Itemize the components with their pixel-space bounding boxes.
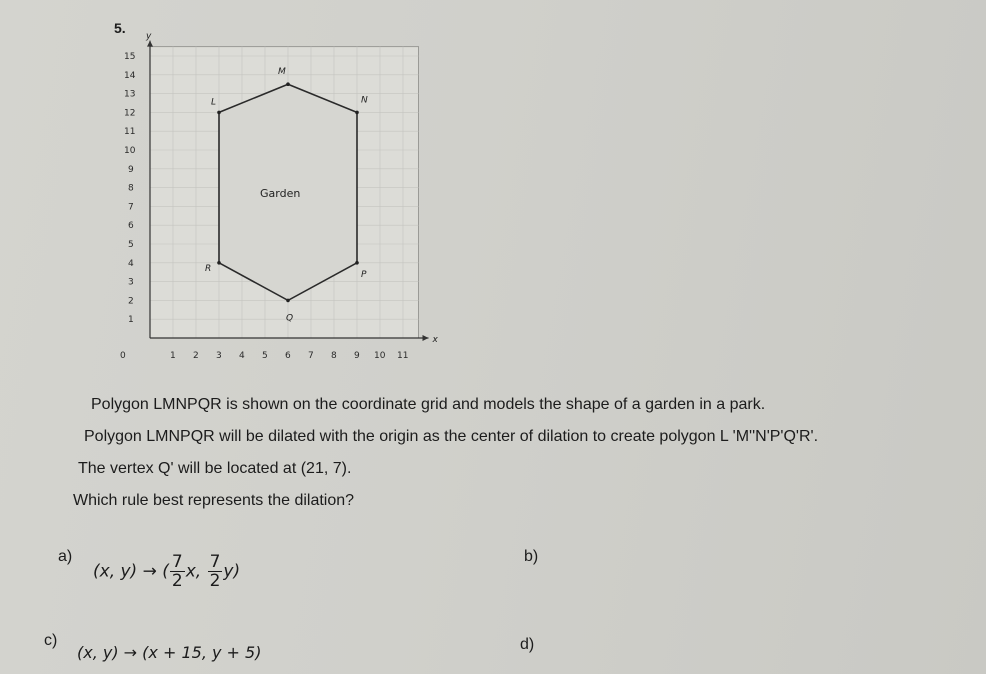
- x-tick-label: 7: [308, 351, 314, 361]
- question-number: 5.: [114, 20, 126, 36]
- y-tick-label: 9: [128, 164, 134, 175]
- y-tick-label: 14: [124, 70, 136, 81]
- vertex-point: [217, 111, 221, 115]
- choice-a-fraction-2: $\frac{7}{2}$: [209, 552, 221, 591]
- problem-line-4: Which rule best represents the dilation?: [73, 492, 355, 509]
- y-tick-label: 4: [128, 258, 134, 269]
- choice-b-label[interactable]: b): [524, 548, 539, 565]
- vertex-label: Q: [286, 313, 294, 324]
- x-tick-label: 6: [285, 351, 291, 361]
- x-tick-label: 11: [397, 351, 409, 361]
- choice-a-prefix: (x, y) → (: [93, 561, 169, 582]
- vertex-label: P: [361, 269, 367, 280]
- choice-a-rule[interactable]: [93, 553, 240, 590]
- y-tick-label: 10: [124, 146, 136, 156]
- y-tick-label: 8: [128, 183, 134, 194]
- y-tick-label: 6: [128, 221, 134, 232]
- y-tick-label: 7: [128, 202, 134, 213]
- origin-label: 0: [120, 351, 126, 361]
- problem-line-3: The vertex Q' will be located at (21, 7).: [78, 460, 352, 477]
- vertex-point: [286, 82, 290, 86]
- y-tick-label: 12: [124, 108, 136, 119]
- vertex-label: L: [211, 97, 217, 108]
- y-tick-label: 2: [128, 296, 134, 307]
- problem-line-1: Polygon LMNPQR is shown on the coordinate grid and models the shape of a garden in a park.: [91, 396, 766, 413]
- choice-c-rule[interactable]: (x, y) → (x + 15, y + 5): [77, 643, 262, 662]
- y-tick-label: 11: [124, 127, 136, 138]
- choice-d-label[interactable]: d): [520, 636, 535, 653]
- choice-a-label[interactable]: a): [58, 548, 73, 565]
- x-tick-label: 8: [331, 351, 337, 361]
- choice-a-middle: x,: [185, 561, 207, 582]
- y-tick-label: 13: [124, 89, 136, 100]
- choice-c-label[interactable]: c): [44, 632, 58, 649]
- polygon-name-label: Garden: [260, 187, 301, 200]
- vertex-point: [355, 111, 359, 115]
- choice-a-suffix: y): [223, 561, 241, 582]
- vertex-label: N: [361, 95, 368, 106]
- x-tick-label: 4: [239, 351, 245, 361]
- x-tick-label: 5: [262, 351, 268, 361]
- y-tick-label: 15: [124, 52, 136, 62]
- x-axis-label: x: [432, 335, 438, 345]
- y-tick-label: 1: [128, 315, 134, 326]
- vertex-point: [286, 299, 290, 303]
- vertex-point: [355, 261, 359, 265]
- x-tick-label: 9: [354, 351, 360, 361]
- problem-line-2: Polygon LMNPQR will be dilated with the origin as the center of dilation to create polygon L 'M''N'P'Q'R'.: [84, 428, 819, 445]
- x-tick-label: 1: [170, 351, 176, 361]
- x-tick-label: 3: [216, 351, 222, 361]
- y-axis-label: y: [146, 31, 152, 42]
- vertex-point: [217, 261, 221, 265]
- vertex-label: M: [278, 67, 286, 78]
- x-tick-label: 2: [193, 351, 199, 361]
- vertex-label: R: [205, 263, 212, 274]
- x-tick-label: 10: [374, 351, 386, 361]
- choice-a-fraction-1: $\frac{7}{2}$: [171, 552, 183, 591]
- coordinate-grid-graph: [100, 20, 440, 370]
- y-tick-label: 5: [128, 240, 134, 250]
- y-tick-label: 3: [128, 277, 134, 288]
- x-axis-arrow: [423, 335, 429, 341]
